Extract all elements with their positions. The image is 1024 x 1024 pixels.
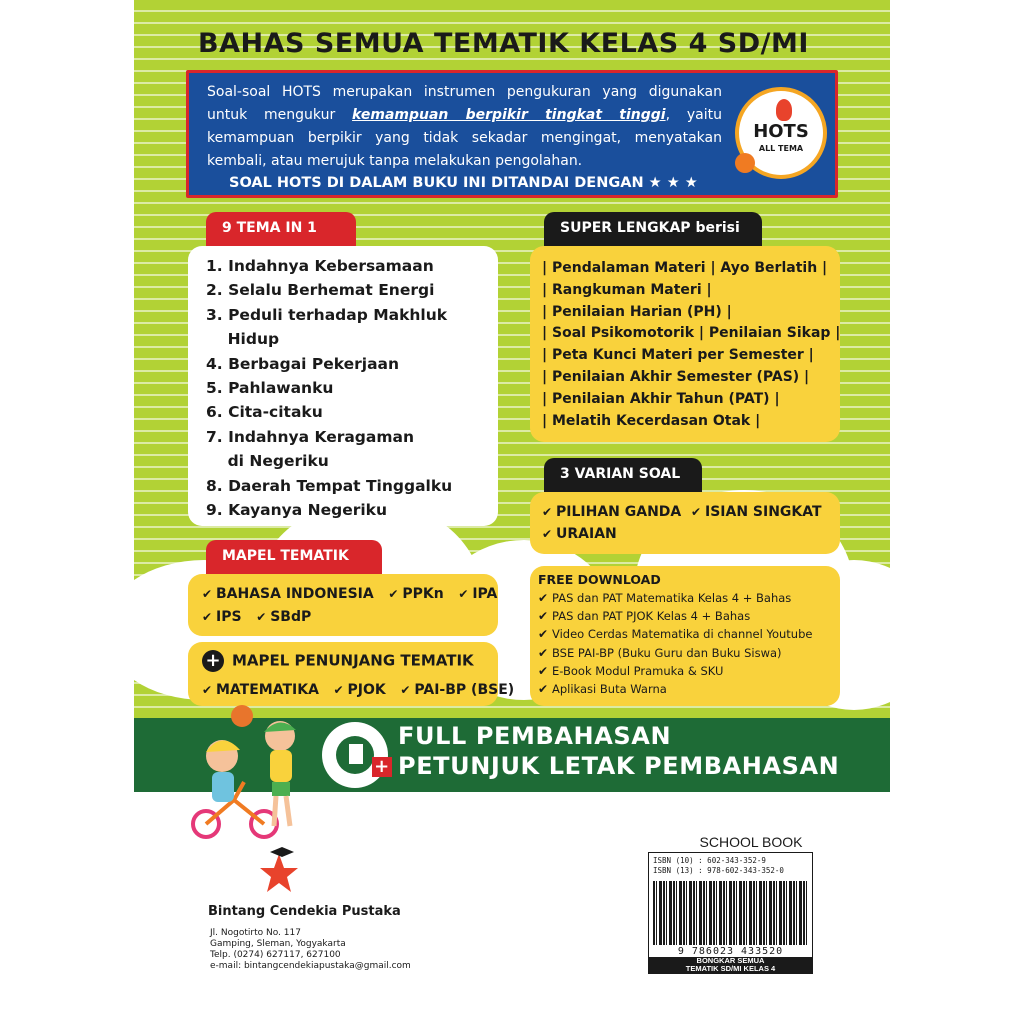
banner-line-2 [372, 752, 839, 780]
lengkap-tab: SUPER LENGKAP berisi [544, 212, 762, 246]
boy-legs [274, 796, 290, 826]
check-icon: ✔ [538, 609, 549, 624]
mapel-item: SBdP [270, 609, 312, 625]
basketball [231, 705, 253, 727]
list-item: | Rangkuman Materi | [542, 281, 712, 298]
boy-body [270, 750, 292, 782]
list-item: 1. Indahnya Kebersamaan [206, 257, 434, 275]
list-item: di Negeriku [206, 452, 329, 471]
document-sheet-icon [349, 744, 363, 764]
list-item: 9. Kayanya Negeriku [206, 501, 388, 520]
check-icon: ✔ [458, 587, 469, 601]
hots-emphasis: kemampuan berpikir tingkat tinggi [352, 107, 666, 123]
book-back-cover [134, 0, 890, 1024]
mapel-tab: MAPEL TEMATIK [206, 540, 382, 574]
check-icon: ✔ [538, 627, 549, 642]
address-line: Gamping, Sleman, Yogyakarta [210, 939, 346, 949]
mapel-item: IPA [472, 586, 498, 602]
isbn-13: ISBN (13) : 978-602-343-352-0 [653, 866, 784, 875]
penunjang-item: PJOK [347, 682, 386, 698]
penunjang-title-row [202, 650, 474, 672]
list-item: 3. Peduli terhadap Makhluk [206, 305, 448, 324]
list-item [538, 644, 812, 662]
publisher-address [210, 928, 411, 972]
penunjang-row [202, 682, 514, 698]
lengkap-list [542, 258, 840, 432]
list-item [538, 625, 812, 643]
hots-description [207, 81, 722, 173]
plus-icon: + [372, 757, 392, 777]
banner-line-1: FULL PEMBAHASAN [398, 722, 672, 750]
check-icon: ✔ [202, 587, 213, 601]
mapel-row [202, 586, 497, 602]
list-item: 4. Berbagai Pekerjaan [206, 354, 400, 373]
girl-body [212, 772, 234, 802]
free-item: E-Book Modul Pramuka & SKU [552, 663, 724, 678]
hots-badge [735, 87, 827, 179]
varian-row [542, 504, 822, 520]
fire-icon [776, 99, 792, 121]
document-icon-inner [336, 736, 374, 774]
hots-text-part: Soal-soal HOTS merupakan instrumen pengukuran yang digunakan untuk mengukur [207, 84, 722, 123]
list-item: Hidup [206, 330, 280, 349]
check-icon: ✔ [542, 505, 553, 519]
barcode-icon [653, 881, 808, 945]
school-book-label: SCHOOL BOOK [699, 834, 803, 850]
varian-item: ISIAN SINGKAT [705, 504, 822, 520]
plus-icon: + [202, 650, 224, 672]
lengkap-panel [530, 246, 840, 442]
isbn-block [648, 852, 813, 974]
tema-tab: 9 TEMA IN 1 [206, 212, 356, 246]
graduation-cap [270, 847, 294, 857]
tema-list [206, 254, 452, 522]
isbn-10: ISBN (10) : 602-343-352-9 [653, 856, 766, 865]
check-icon: ✔ [202, 683, 213, 697]
varian-tab: 3 VARIAN SOAL [544, 458, 702, 492]
barcode-number: 9 786023 433520 [677, 946, 784, 957]
tema-panel [188, 246, 498, 526]
hots-footer: SOAL HOTS DI DALAM BUKU INI DITANDAI DENGAN ★ ★ ★ [229, 175, 698, 191]
boy-shorts [272, 782, 290, 796]
varian-panel [530, 492, 840, 554]
penunjang-panel [188, 642, 515, 706]
banner-line-2-text: PETUNJUK LETAK PEMBAHASAN [398, 752, 840, 780]
free-item: Video Cerdas Matematika di channel Youtube [552, 627, 813, 642]
page-title: BAHAS SEMUA TEMATIK KELAS 4 SD/MI [198, 28, 809, 59]
isbn-book-title-line: TEMATIK SD/MI KELAS 4 [685, 964, 776, 973]
check-icon: ✔ [256, 610, 267, 624]
check-icon: ✔ [538, 663, 549, 678]
girl-helmet [206, 740, 240, 752]
list-item: 2. Selalu Berhemat Energi [206, 281, 435, 300]
publisher-logo-icon [258, 846, 300, 898]
free-download-title: FREE DOWNLOAD [538, 572, 661, 587]
list-item: 5. Pahlawanku [206, 379, 334, 398]
hots-info-box [186, 70, 838, 198]
varian-item: URAIAN [556, 526, 617, 542]
penunjang-title: MAPEL PENUNJANG TEMATIK [232, 651, 474, 670]
address-line: Jl. Nogotirto No. 117 [210, 928, 301, 938]
list-item: 8. Daerah Tempat Tinggalku [206, 476, 453, 495]
penunjang-item: PAI-BP (BSE) [414, 682, 515, 698]
kids-bike-illustration [184, 700, 314, 840]
hots-badge-label: HOTS [753, 121, 809, 142]
check-icon: ✔ [538, 682, 549, 697]
orange-dot-icon [735, 153, 755, 173]
varian-item: PILIHAN GANDA [556, 504, 682, 520]
mapel-item: BAHASA INDONESIA [216, 586, 374, 602]
mapel-panel [188, 574, 498, 636]
list-item: | Peta Kunci Materi per Semester | [542, 347, 814, 364]
check-icon: ✔ [202, 610, 213, 624]
check-icon: ✔ [538, 591, 549, 605]
free-download-list [538, 589, 812, 698]
isbn-book-title-line: BONGKAR SEMUA [696, 956, 765, 965]
list-item: | Soal Psikomotorik | Penilaian Sikap | [542, 325, 841, 342]
check-icon: ✔ [400, 683, 411, 697]
address-line: e-mail: bintangcendekiapustaka@gmail.com [210, 961, 411, 971]
free-item: Aplikasi Buta Warna [552, 682, 667, 697]
mapel-row [202, 609, 311, 625]
list-item: 6. Cita-citaku [206, 403, 323, 422]
isbn-book-title [649, 957, 812, 973]
list-item: | Penilaian Akhir Tahun (PAT) | [542, 390, 780, 407]
free-download-panel [530, 566, 840, 706]
hots-text-part: , yaitu kemampuan berpikir yang tidak sekadar mengingat, menyatakan kembali, atau merujuk tanpa melakukan pengolahan. [207, 107, 722, 169]
list-item: | Melatih Kecerdasan Otak | [542, 412, 761, 429]
mapel-item: IPS [216, 609, 242, 625]
list-item: 7. Indahnya Keragaman [206, 427, 415, 446]
check-icon: ✔ [333, 683, 344, 697]
list-item: | Pendalaman Materi | Ayo Berlatih | [542, 260, 828, 276]
check-icon: ✔ [691, 505, 702, 519]
free-item: PAS dan PAT Matematika Kelas 4 + Bahas [552, 591, 792, 605]
list-item [538, 589, 812, 607]
list-item [538, 607, 812, 625]
penunjang-item: MATEMATIKA [216, 682, 319, 698]
list-item: | Penilaian Akhir Semester (PAS) | [542, 368, 810, 385]
list-item [538, 662, 812, 680]
check-icon: ✔ [388, 587, 399, 601]
publisher-name: Bintang Cendekia Pustaka [208, 904, 401, 919]
address-line: Telp. (0274) 627117, 627100 [210, 950, 341, 960]
list-item [538, 680, 812, 698]
free-item: PAS dan PAT PJOK Kelas 4 + Bahas [552, 609, 751, 624]
hots-badge-sublabel: ALL TEMA [758, 144, 804, 153]
list-item: | Penilaian Harian (PH) | [542, 303, 732, 320]
varian-row [542, 526, 617, 542]
check-icon: ✔ [542, 527, 553, 541]
star-shape [260, 854, 298, 892]
check-icon: ✔ [538, 645, 549, 660]
mapel-item: PPKn [402, 586, 444, 602]
free-item: BSE PAI-BP (Buku Guru dan Buku Siswa) [552, 645, 782, 660]
